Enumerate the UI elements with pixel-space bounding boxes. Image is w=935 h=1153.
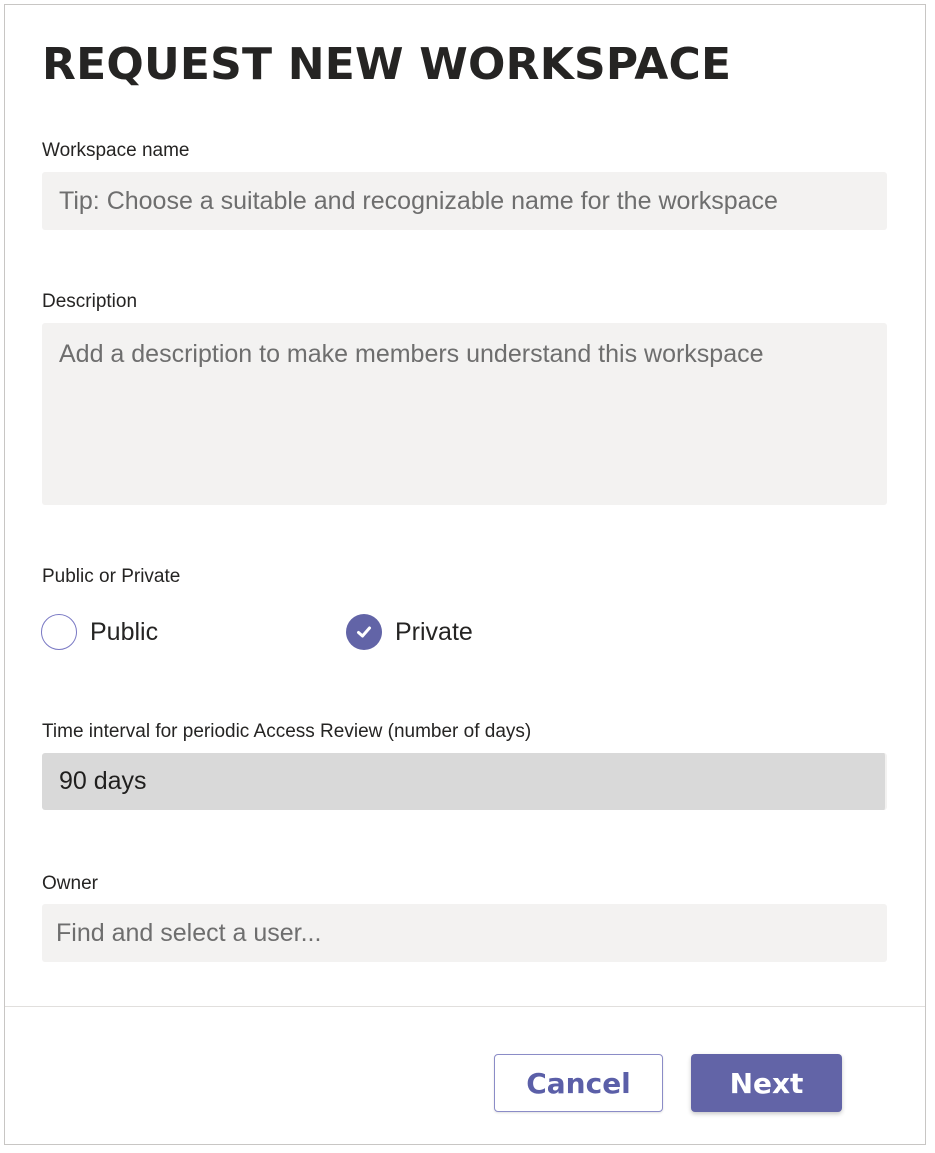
page-title: REQUEST NEW WORKSPACE bbox=[42, 39, 732, 90]
radio-public-label: Public bbox=[90, 617, 159, 646]
radio-public[interactable] bbox=[41, 612, 158, 652]
cancel-button[interactable]: Cancel bbox=[494, 1054, 663, 1112]
check-icon bbox=[355, 623, 373, 641]
owner-label: Owner bbox=[42, 873, 98, 894]
workspace-name-input[interactable] bbox=[42, 172, 887, 230]
access-review-label: Time interval for periodic Access Review (number of days) bbox=[42, 721, 532, 742]
description-textarea[interactable] bbox=[42, 323, 887, 505]
radio-private[interactable] bbox=[346, 612, 473, 652]
next-button[interactable]: Next bbox=[691, 1054, 842, 1112]
access-review-value bbox=[42, 753, 887, 810]
radio-checked-icon[interactable] bbox=[346, 614, 382, 650]
owner-search-input[interactable] bbox=[42, 904, 887, 962]
radio-private-label: Private bbox=[395, 617, 473, 646]
workspace-name-label: Workspace name bbox=[42, 140, 190, 161]
radio-unchecked-icon[interactable] bbox=[41, 614, 77, 650]
description-label: Description bbox=[42, 291, 138, 312]
footer-divider bbox=[5, 1006, 925, 1007]
access-review-value-text: 90 days bbox=[59, 767, 147, 795]
visibility-label: Public or Private bbox=[42, 566, 181, 587]
request-workspace-dialog bbox=[4, 4, 926, 1145]
